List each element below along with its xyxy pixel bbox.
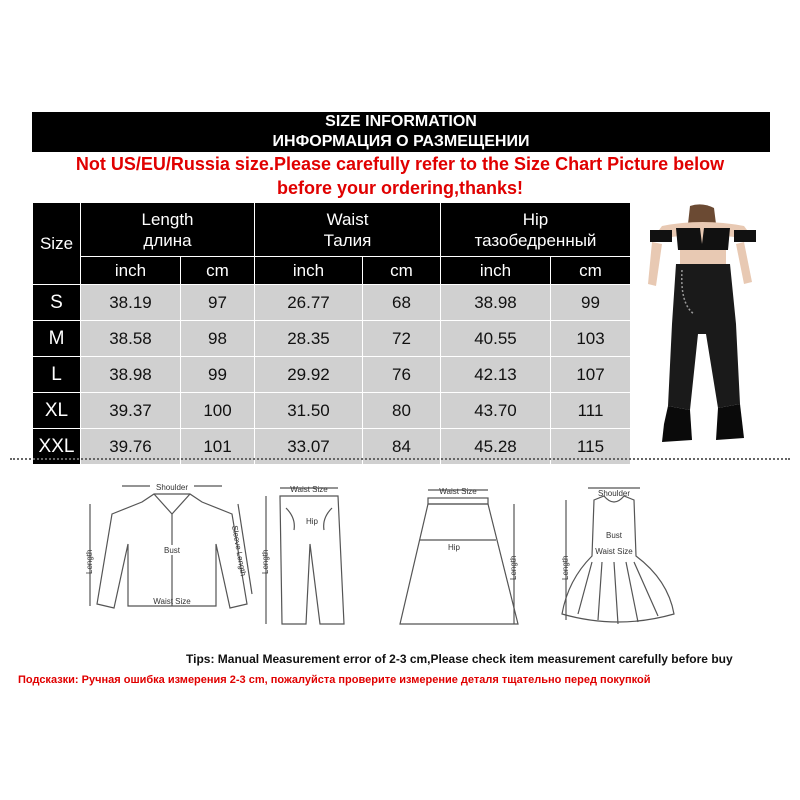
- group-header-waist: [255, 203, 441, 257]
- pants-hip-label: Hip: [305, 517, 319, 526]
- dotted-separator: [10, 458, 790, 460]
- notice-line-1: Not US/EU/Russia size.Please carefully refer to the Size Chart Picture below: [75, 154, 725, 174]
- size-label: XXL: [33, 429, 81, 465]
- size-label: S: [33, 285, 81, 321]
- group-header-length: [81, 203, 255, 257]
- pants-waist-label: Waist Size: [290, 485, 328, 494]
- tips-ru: Подсказки: Ручная ошибка измерения 2-3 cm, пожалуйста проверите измерение деталя тщательно перед покупкой: [18, 674, 651, 686]
- table-row: [33, 321, 631, 357]
- shirt-shoulder-label: Shoulder: [155, 484, 189, 492]
- table-cell: 100: [181, 393, 255, 429]
- table-cell: 111: [551, 393, 631, 429]
- skirt-diagram: [398, 484, 538, 634]
- unit-header: inch: [441, 257, 551, 285]
- dress-waist-label: Waist Size: [595, 547, 633, 556]
- length-ru: длина: [143, 230, 192, 250]
- table-row: [33, 357, 631, 393]
- table-row: [33, 393, 631, 429]
- table-cell: 99: [551, 285, 631, 321]
- table-cell: 38.98: [81, 357, 181, 393]
- table-cell: 97: [181, 285, 255, 321]
- table-cell: 84: [363, 429, 441, 465]
- table-cell: 38.98: [441, 285, 551, 321]
- waist-en: Waist: [326, 209, 369, 229]
- size-label: XL: [33, 393, 81, 429]
- waist-ru: Талия: [323, 230, 372, 250]
- skirt-hip-label: Hip: [447, 543, 461, 552]
- skirt-length-label: Length: [509, 555, 518, 580]
- title-ru: ИНФОРМАЦИЯ О РАЗМЕЩЕНИИ: [272, 133, 530, 150]
- pants-length-label: Length: [261, 549, 270, 574]
- unit-header: inch: [81, 257, 181, 285]
- tips-en: Tips: Manual Measurement error of 2-3 cm,Please check item measurement carefully before buy: [186, 652, 733, 666]
- size-label: L: [33, 357, 81, 393]
- hip-en: Hip: [522, 209, 549, 229]
- unit-header: cm: [551, 257, 631, 285]
- shirt-bust-label: Bust: [163, 546, 181, 555]
- table-cell: 43.70: [441, 393, 551, 429]
- table-cell: 98: [181, 321, 255, 357]
- unit-header: inch: [255, 257, 363, 285]
- table-cell: 38.19: [81, 285, 181, 321]
- table-cell: 103: [551, 321, 631, 357]
- hip-ru: тазобедренный: [474, 230, 597, 250]
- table-cell: 28.35: [255, 321, 363, 357]
- table-cell: 26.77: [255, 285, 363, 321]
- shirt-length-label: Length: [85, 549, 94, 574]
- group-header-hip: [441, 203, 631, 257]
- table-cell: 45.28: [441, 429, 551, 465]
- table-cell: 72: [363, 321, 441, 357]
- length-en: Length: [141, 209, 194, 229]
- notice-line-2: before your ordering,thanks!: [276, 178, 524, 198]
- table-cell: 31.50: [255, 393, 363, 429]
- size-header: Size: [33, 203, 81, 285]
- table-cell: 68: [363, 285, 441, 321]
- dress-diagram: [558, 484, 678, 634]
- title-en: SIZE INFORMATION: [325, 113, 477, 130]
- shirt-sleeve-label: Sleeve Length: [230, 524, 248, 577]
- skirt-waist-label: Waist Size: [439, 487, 477, 496]
- shirt-waist-label: Waist Size: [153, 597, 191, 606]
- table-cell: 29.92: [255, 357, 363, 393]
- size-label: M: [33, 321, 81, 357]
- size-notice: [0, 152, 800, 200]
- table-cell: 107: [551, 357, 631, 393]
- table-cell: 115: [551, 429, 631, 465]
- dress-bust-label: Bust: [605, 531, 623, 540]
- unit-header: cm: [181, 257, 255, 285]
- shirt-diagram: [82, 484, 262, 624]
- dress-shoulder-label: Shoulder: [597, 489, 631, 498]
- pants-diagram: [254, 484, 354, 634]
- unit-header: cm: [363, 257, 441, 285]
- table-cell: 38.58: [81, 321, 181, 357]
- size-info-banner: [32, 112, 770, 152]
- table-cell: 40.55: [441, 321, 551, 357]
- table-cell: 33.07: [255, 429, 363, 465]
- table-cell: 39.76: [81, 429, 181, 465]
- table-cell: 39.37: [81, 393, 181, 429]
- size-table: [32, 202, 631, 465]
- table-cell: 80: [363, 393, 441, 429]
- model-photo: [632, 204, 772, 446]
- table-cell: 99: [181, 357, 255, 393]
- table-cell: 76: [363, 357, 441, 393]
- table-row: [33, 285, 631, 321]
- dress-length-label: Length: [561, 555, 570, 580]
- table-cell: 101: [181, 429, 255, 465]
- table-cell: 42.13: [441, 357, 551, 393]
